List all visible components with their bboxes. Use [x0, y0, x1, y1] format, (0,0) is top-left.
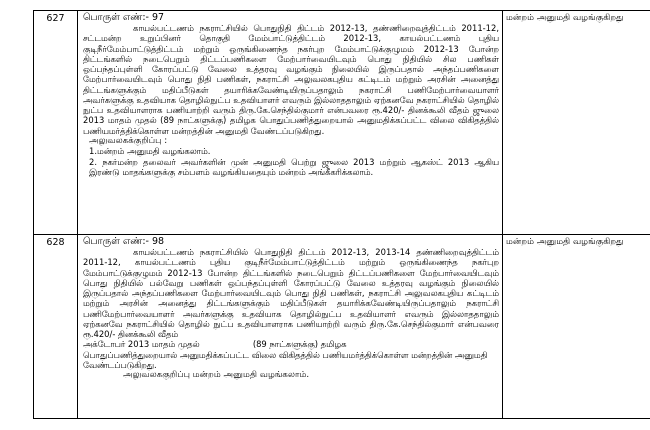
subject-heading: பொருள் எண்:- 98 — [83, 236, 165, 247]
office-note: அலுவலககுறிப்பு மன்றம் அனுமதி வழங்கலாம். — [123, 370, 310, 380]
resolution-text: மன்றம் அனுமதி வழங்குகிறது — [503, 11, 650, 235]
resolution-text: மன்றம் அனுமதி வழங்குகிறது — [503, 235, 650, 419]
item-body: காயல்பட்டணம் நகராட்சியில் பொதுநிதி திட்டம் 2012-13, தண்ணிறைவுத்திட்டம் 2011-12, சட்டமன்ற உறுப்பினர் தொகுதி மேம்பாட்டுத்திட்டம் 2012-13, காயல்பட்டணம் புதிய குடிநீர்மேம்பாட்டுத்திட்டம் மற்றும் ஒருங்கிணைந்த நகர்புற மேம்பாட்டுக்குழுமம் 2012-13 போன்ற திட்டங்களில் நடைபெறும் திட்டப்பணிகளை மேற்பார்வையிடவும் பொது நிதியில் சில பணிகள் ஒப்பந்தப்புள்ளி கோரப்பட்டு வேலை உத்தரவு வழங்கும் நிலையில் இருப்பதால் அந்தப்பணிகளை மேற்பார்வையிடவும் பொது நிதி பணிகள், நகராட்சி அலுவலகபுதிய கட்டிடம் மற்றும் அரசின் அனைத்து திட்டங்களுக்கும் மதிப்பீடுகள் தயாரிக்கவேண்டியிருப்பதாலும் நகராட்சி பணிமேற்பார்வையாளர் அவர்களுக்கு உதவியாக தொழில்நுட்ப உதவியாளர் எவரும் இல்லாததாலும் ஏற்கனவே நகராட்சியில் தொழில் நுட்ப உதவியாளராக பணியாற்றி வரும் திரு.கே.செந்தில்குமார் என்பவரை ரூ.420/- தினக்கூலி வீதம் ஜுலை 2013 மாதம் முதல் (89 நாட்களுக்கு) தமிழக பொதுப்பணித்துறையால் அனுமதிக்கப்பட்ட விலை விகிதத்தில் பணியமர்த்திக்கொள்ள மன்றத்தின் அனுமதி வேண்டப்படுகிறது. — [83, 23, 499, 136]
item-body-line: பொதுப்பணித்துறையால் அனுமதிக்கப்பட்ட விலை விகிதத்தில் பணியமர்த்திக்கொள்ள மன்றத்தின் அனுமதி வேண்டப்படுகிறது. — [83, 349, 488, 370]
minutes-table — [33, 10, 650, 419]
item-details — [78, 235, 503, 419]
office-note-heading: அலுவலகக்குறிப்பு : — [89, 135, 168, 146]
table-row — [34, 235, 650, 419]
office-note: 1.மன்றம் அனுமதி வழங்கலாம். — [89, 146, 211, 157]
item-body: காயல்பட்டணம் நகராட்சியில் பொதுநிதி திட்டம் 2012-13, 2013-14 தண்ணிறைவுத்திட்டம் 2011-12, காயல்பட்டணம் புதிய குடிநீர்மேம்பாட்டுத்திட்டம் மற்றும் ஒருங்கிணைந்த நகர்புற மேம்பாட்டுக்குழுமம் 2012-13 போன்ற திட்டங்களில் நடைபெறும் திட்டப்பணிகளை மேற்பார்வையிடவும் பொது நிதியில் பல்வேறு பணிகள் ஒப்பந்தப்புள்ளி கோரப்பட்டு வேலை உத்தரவு வழங்கும் நிலையில் இருப்பதால் அந்தப்பணிகளை மேற்பார்வையிடவும் பொது நிதி பணிகள், நகராட்சி அலுவலகபுதிய கட்டிடம் மற்றும் அரசின் அனைத்து திட்டங்களுக்கும் மதிப்பீடுகள் தயாரிக்கவேண்டியிருப்பதாலும் நகராட்சி பணிமேற்பார்வையாளர் அவர்களுக்கு உதவியாக தொழில்நுட்ப உதவியாளர் எவரும் இல்லாததாலும் ஏற்கனவே நகராட்சியில் தொழில் நுட்ப உதவியாளராக பணியாற்றி வரும் திரு.கே.செந்தில்குமார் என்பவரை ரூ.420/- தினக்கூலி வீதம் — [83, 247, 499, 339]
item-number: 628 — [34, 235, 78, 419]
item-body-line: அக்டோபர் 2013 மாதம் முதல் (89 நாட்களுக்கு) தமிழக — [83, 339, 347, 350]
office-note: 2. நகர்மன்ற தலைவர் அவர்களின் முன் அனுமதி பெற்று ஜுலை 2013 மற்றும் ஆகஸ்ட் 2013 ஆகிய இரண்டு மாதங்களுக்கு சம்பளம் வழங்கியதையும் மன்றம் அங்கீகரிக்கலாம். — [89, 156, 499, 177]
subject-heading: பொருள் எண்:- 97 — [83, 12, 165, 23]
item-details — [78, 11, 503, 235]
item-number: 627 — [34, 11, 78, 235]
table-row — [34, 11, 650, 235]
